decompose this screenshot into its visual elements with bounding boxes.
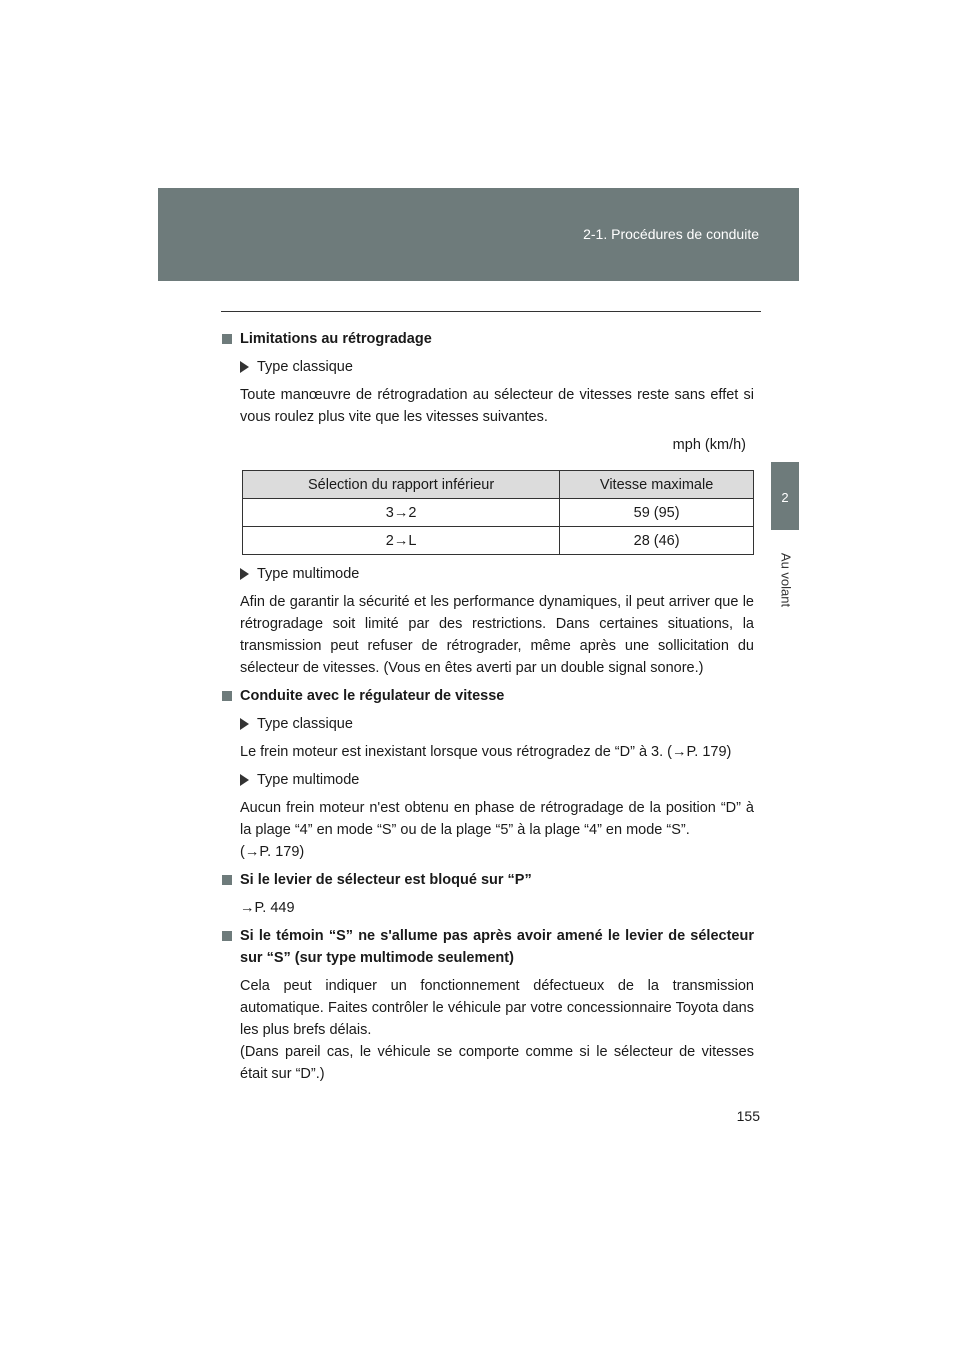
heading-locked: Si le levier de sélecteur est bloqué sur “P” [222,869,754,891]
triangle-bullet-icon [240,361,249,373]
table-cell: 3→2 [243,499,560,527]
table-header-cell: Sélection du rapport inférieur [243,471,560,499]
subheading-classic: Type classique [240,356,754,378]
table-cell: 59 (95) [560,499,754,527]
paragraph: Aucun frein moteur n'est obtenu en phase de rétrogradage de la position “D” à la plage “4” en mode “S” ou de la plage “5” à la plage “4” en mode “S”. (→P. 179) [240,800,754,860]
top-rule [221,311,761,312]
chapter-tab [771,462,799,530]
table-cell: 2→L [243,527,560,555]
chapter-label-text: Au volant [778,552,794,608]
heading-limitations: Limitations au rétrogradage [222,328,754,350]
chapter-label [766,540,806,620]
subheading-multimode: Type multimode [240,769,754,791]
paragraph: Cela peut indiquer un fonctionnement défectueux de la transmission automatique. Faites contrôler le véhicule par votre concessionnaire Toyota dans les plus brefs délais. (Dans pareil cas, le véhicule se comporte comme si le sélecteur de vitesses était sur “D”.) [240,978,754,1082]
unit-label: mph (km/h) [672,437,746,453]
subheading-classic: Type classique [240,713,754,735]
square-bullet-icon [222,691,232,701]
square-bullet-icon [222,334,232,344]
subheading-multimode: Type multimode [240,563,754,585]
table-cell: 28 (46) [560,527,754,555]
heading-cruise: Conduite avec le régulateur de vitesse [222,685,754,707]
table-row [243,527,754,555]
table-header-row [243,471,754,499]
chapter-number: 2 [781,490,789,505]
paragraph: Le frein moteur est inexistant lorsque vous rétrogradez de “D” à 3. (→P. 179) [240,744,732,760]
triangle-bullet-icon [240,568,249,580]
paragraph: Afin de garantir la sécurité et les performance dynamiques, il peut arriver que le rétrogradage soit limité par des restrictions. Dans certaines situations, la transmission peut refuser de rétrograder, même après une sollicitation du sélecteur de vitesses. (Vous en êtes averti par un double signal sonore.) [240,594,754,676]
page-number: 155 [736,1108,760,1124]
heading-indicator: Si le témoin “S” ne s'allume pas après avoir amené le levier de sélecteur sur “S” (sur type multimode seulement) [222,925,754,969]
square-bullet-icon [222,931,232,941]
table-header-cell: Vitesse maximale [560,471,754,499]
triangle-bullet-icon [240,774,249,786]
paragraph: Toute manœuvre de rétrogradation au sélecteur de vitesses reste sans effet si vous roulez plus vite que les vitesses suivantes. [240,387,754,425]
paragraph: →P. 449 [240,900,295,916]
table-row [243,499,754,527]
section-title: 2-1. Procédures de conduite [583,226,759,242]
header-band [158,188,799,281]
downshift-speed-table [242,470,754,555]
square-bullet-icon [222,875,232,885]
page-content [222,328,754,1091]
triangle-bullet-icon [240,718,249,730]
